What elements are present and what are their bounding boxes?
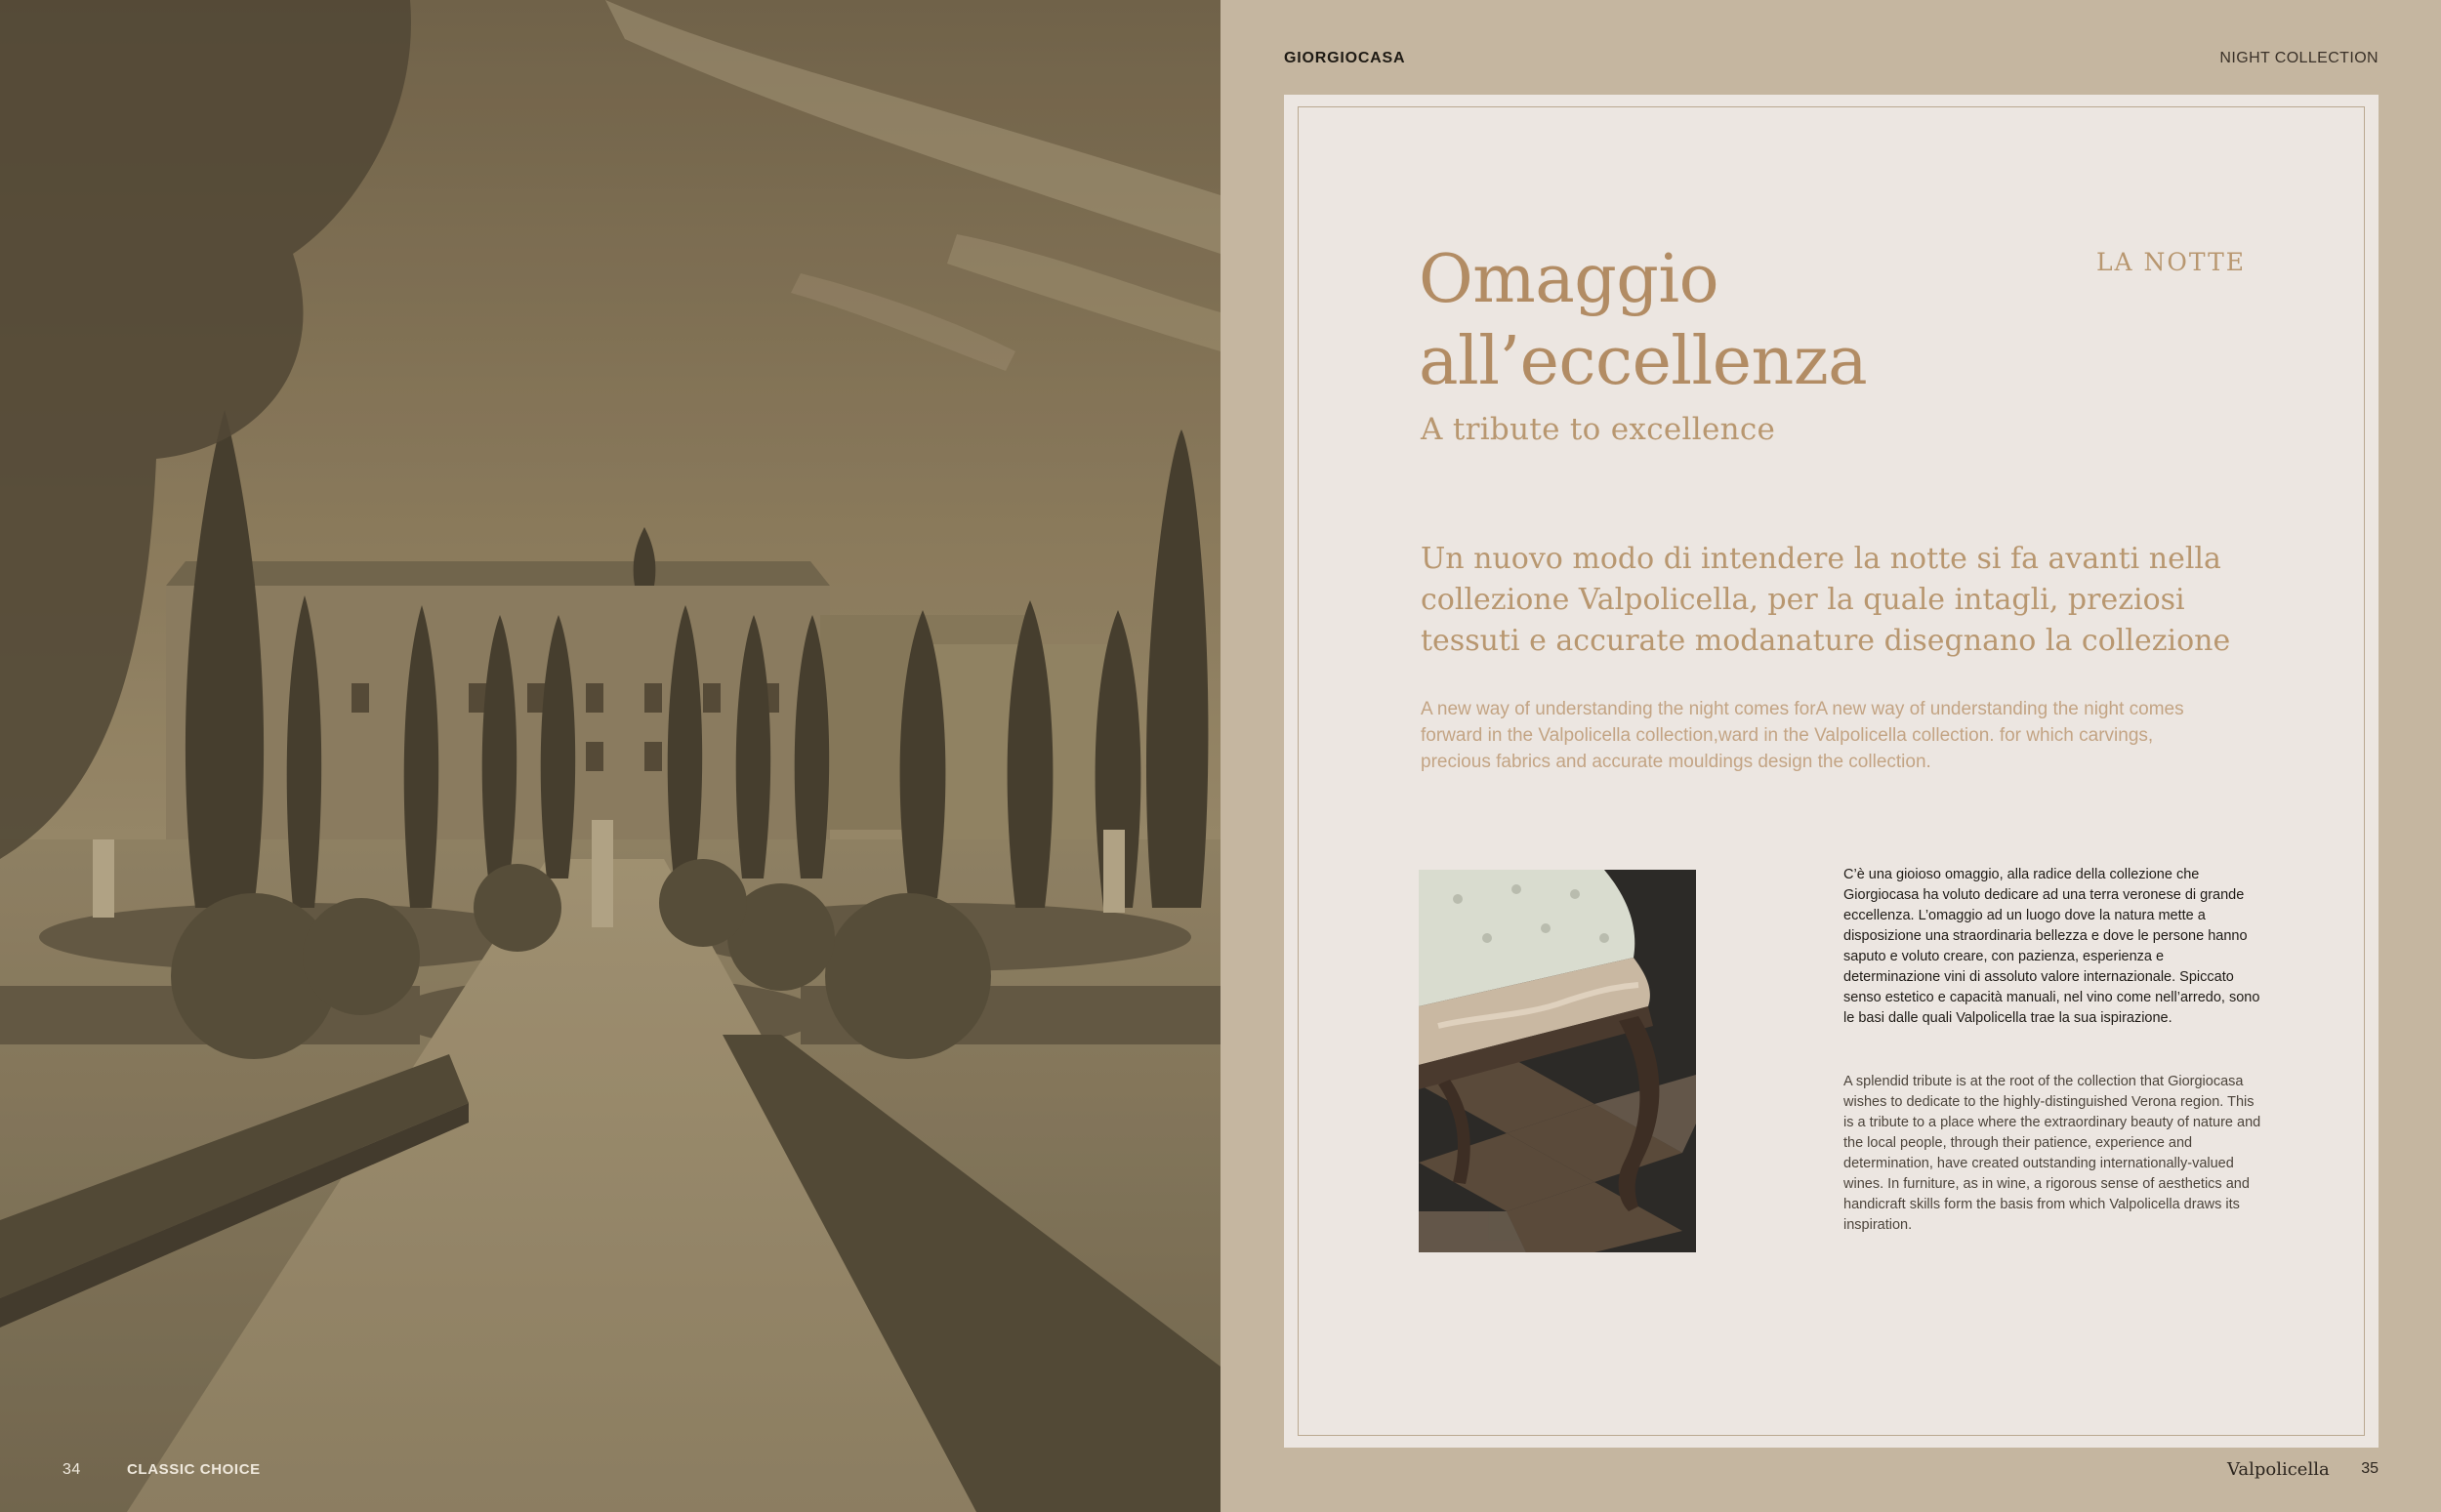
- title-line-2: all’eccellenza: [1419, 323, 1868, 400]
- lead-paragraph-italian: Un nuovo modo di intendere la notte si fa avanti nella collezione Valpolicella, per la quale intagli, preziosi tessuti e accurate modanature disegnano la collezione: [1421, 542, 2231, 658]
- footer-collection-name: Valpolicella: [2227, 1459, 2330, 1480]
- section-tag: LA NOTTE: [2095, 248, 2246, 276]
- body-text-italian: C’è una gioioso omaggio, alla radice della collezione che Giorgiocasa ha voluto dedicare ad una terra veronese di grande eccellenza. L’omaggio ad un luogo dove la natura mette a disposizione una straordinaria bellezza e dove le persone hanno saputo e voluto creare, con pazienza, esperienza e determinazione vini di assoluto valore internazionale. Spiccato senso estetico e capacità manuali, nel vino come nell’arredo, sono le basi dalle quali Valpolicella trae la sua ispirazione.: [1843, 867, 2260, 1026]
- lead-paragraph-english: A new way of understanding the night comes forA new way of understanding the night comes forward in the Valpolicella collection,ward in the Valpolicella collection. for which carvings, precious fabrics and accurate mouldings design the collection.: [1421, 699, 2184, 772]
- right-page: [1220, 0, 2441, 1512]
- section-label: CLASSIC CHOICE: [127, 1461, 261, 1478]
- page-number-right: 35: [2361, 1460, 2379, 1477]
- page-subtitle: A tribute to excellence: [1421, 412, 1776, 447]
- content-panel: [1284, 95, 2379, 1448]
- collection-label: NIGHT COLLECTION: [2219, 50, 2379, 66]
- page-title: [1419, 239, 1867, 403]
- title-line-1: Omaggio: [1419, 241, 1719, 318]
- brand-name: GIORGIOCASA: [1284, 50, 1406, 66]
- bench-detail-photo: [1419, 870, 1696, 1252]
- left-page: [0, 0, 1220, 1512]
- page-number-left: 34: [62, 1461, 81, 1478]
- body-text-english: A splendid tribute is at the root of the collection that Giorgiocasa wishes to dedicate to the highly-distinguished Verona region. This is a tribute to a place where the extraordinary beauty of nature and the local people, through their patience, experience and determination, have created outstanding internationally-valued wines. In furniture, as in wine, a rigorous sense of aesthetics and handicraft skills form the basis from which Valpolicella draws its inspiration.: [1843, 1074, 2261, 1233]
- garden-photo: [0, 0, 1220, 1512]
